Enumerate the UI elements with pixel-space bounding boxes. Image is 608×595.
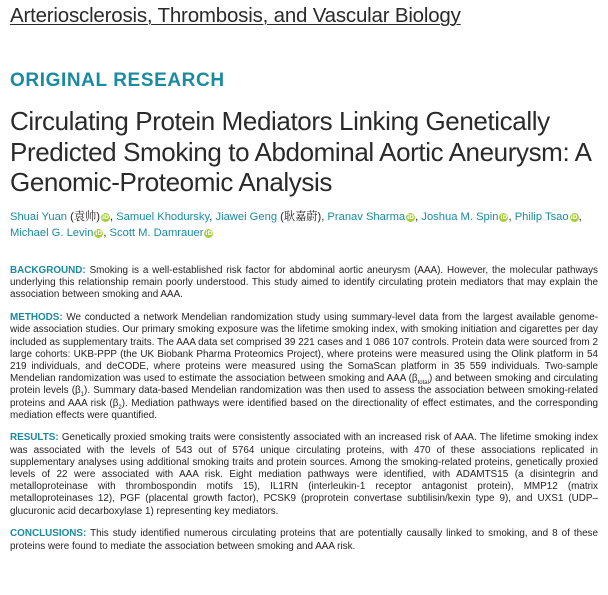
author-entry: Shuai Yuan (袁帅) iD, [10,211,114,223]
abstract [10,265,598,563]
journal-name[interactable] [10,4,461,28]
methods-label: METHODS: [10,312,63,324]
author-native-name: (袁帅) [70,211,100,223]
abstract-conclusions [10,528,598,552]
author-name[interactable]: Shuai Yuan [10,211,68,223]
author-entry: Michael G. Levin iD, [10,227,107,239]
results-text: Genetically proxied smoking traits were consistently associated with an increased risk of AAA. The lifetime smoking index was associated with the levels of 543 out of 5764 unique circulating proteins, with 470 of these associations replicated in supplementary analyses using additional smoking traits and protein sources. Among the smoking-related proteins, genetically proxied levels of 22 were associated with AAA risk. Eight mediation pathways were identified, with ADAMTS15 (a disintegrin and metalloproteinase with thrombospondin motifs 15), IL1RN (interleukin-1 receptor antagonist protein), MMP12 (matrix metalloproteinases 12), PGF (placental growth factor), PCSK9 (proprotein convertase subtilisin/kexin type 9), and UXS1 (UDP–glucuronic acid decarboxylase 1) representing key mediators. [10,432,598,517]
author-entry: Philip Tsao iD, [514,211,582,223]
orcid-icon[interactable]: iD [205,230,213,237]
orcid-icon[interactable]: iD [95,230,103,237]
background-text: Smoking is a well-established risk factor for abdominal aortic aneurysm (AAA). However, the molecular pathways underlying this relationship remain poorly understood. This study aimed to identify circulating protein mediators that may explain the association between smoking and AAA. [10,265,598,301]
methods-text-3: ). Summary data-based Mendelian randomization was then used to assess the association between smoking-related proteins and AAA risk (β [10,385,598,409]
conclusions-text: This study identified numerous circulating proteins that are potentially causally linked to smoking, and 8 of these proteins were found to mediate the association between smoking and AAA risk. [10,528,598,552]
author-name[interactable]: Jiawei Geng [215,211,278,223]
author-entry: Samuel Khodursky, [116,211,213,223]
methods-text-2: ) and between smoking and circulating protein levels (β [10,373,598,397]
author-name[interactable]: Pranav Sharma [327,211,406,223]
methods-text-4: ). Mediation pathways were identified based on the directionality of effect estimates, and the corresponding mediation effects were quantified. [10,397,598,421]
author-entry: Pranav Sharma iD, [327,211,419,223]
author-list [10,209,600,241]
author-name[interactable]: Joshua M. Spin [421,211,499,223]
abstract-results [10,432,598,517]
beta-1-subscript: 1 [80,392,85,399]
abstract-methods [10,312,598,422]
author-native-name: (耿嘉蔚) [280,211,322,223]
author-name[interactable]: Scott M. Damrauer [109,227,204,239]
orcid-icon[interactable]: iD [570,214,578,221]
author-entry [110,227,214,239]
article-title: Circulating Protein Mediators Linking Genetically Predicted Smoking to Abdominal Aortic Aneurysm: A Genomic-Proteomic Analysis [10,106,591,197]
background-label: BACKGROUND: [10,265,86,276]
journal-name-link[interactable]: Arteriosclerosis, Thrombosis, and Vascular Biology [10,4,461,27]
abstract-background [10,265,598,302]
methods-text-1: We conducted a network Mendelian randomization study using summary-level data from the largest available genome-wide association studies. Our primary smoking exposure was the lifetime smoking index, with smoking initiation and cigarettes per day included as supplementary traits. The AAA data set comprised 39 221 cases and 1 086 107 controls. Protein data were sourced from 2 large cohorts: UKB-PPP (the UK Biobank Pharma Proteomics Project), where proteins were measured using the Olink platform in 54 219 individuals, and deCODE, where proteins were measured using the SomaScan platform in 35 559 individuals. Two-sample Mendelian randomization was used to estimate the association between smoking and AAA (β [10,312,598,385]
results-label: RESULTS: [10,432,59,444]
author-name[interactable]: Philip Tsao [514,211,569,223]
author-name[interactable]: Samuel Khodursky [116,211,210,223]
author-name[interactable]: Michael G. Levin [10,227,94,239]
beta-total-subscript: total [417,380,429,387]
author-entry: Jiawei Geng (耿嘉蔚), [215,211,325,223]
section-label: ORIGINAL RESEARCH [10,70,225,91]
beta-2-subscript: 2 [118,404,122,411]
conclusions-label: CONCLUSIONS: [10,528,87,540]
author-entry: Joshua M. Spin iD, [421,211,512,223]
orcid-icon[interactable]: iD [407,214,415,221]
orcid-icon[interactable]: iD [500,214,508,221]
orcid-icon[interactable]: iD [101,214,109,221]
